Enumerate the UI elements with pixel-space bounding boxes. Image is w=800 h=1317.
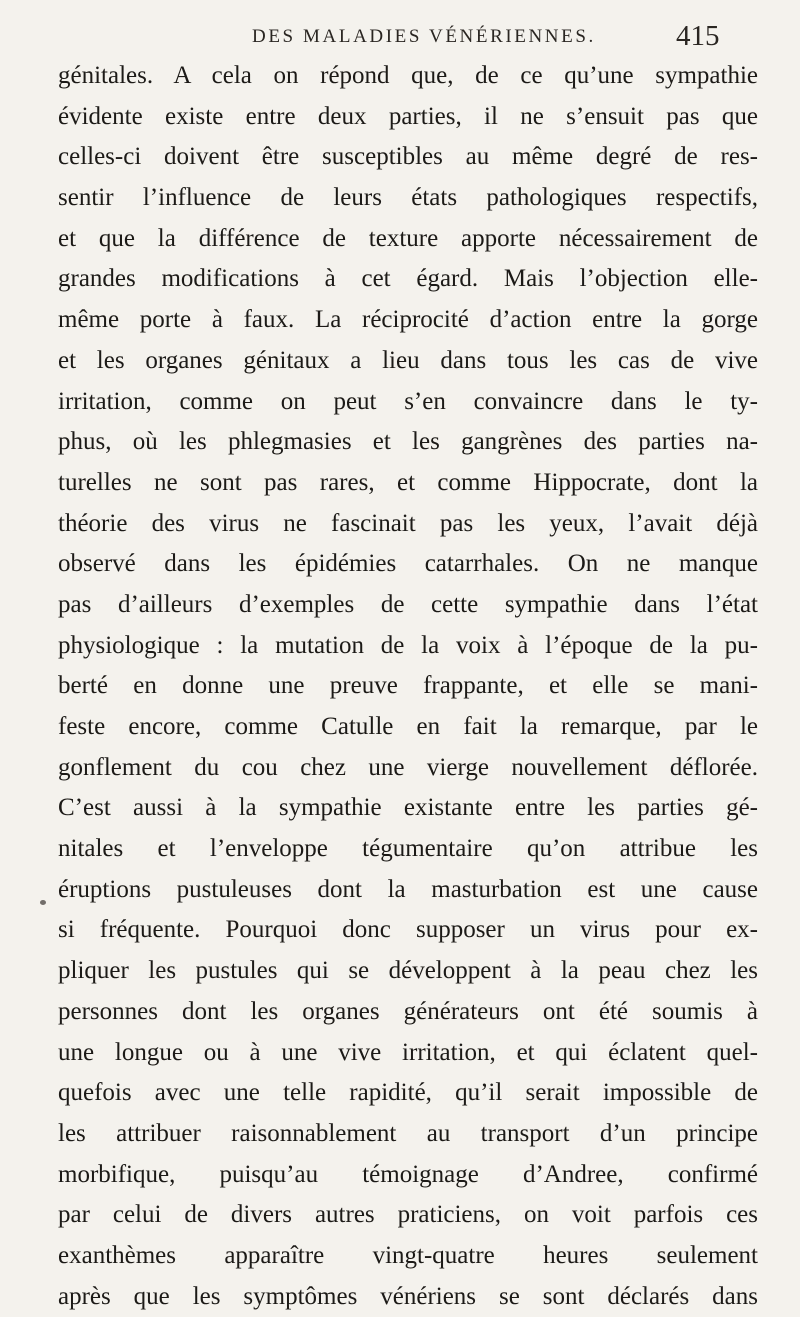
text-line: évidente existe entre deux parties, il ne s’ensuit pas que bbox=[58, 102, 758, 130]
text-line: quefois avec une telle rapidité, qu’il serait impossible de bbox=[58, 1079, 758, 1107]
page-number: 415 bbox=[676, 20, 720, 52]
text-line: pliquer les pustules qui se développent à la peau chez les bbox=[58, 957, 758, 985]
text-line: personnes dont les organes générateurs ont été soumis à bbox=[58, 997, 758, 1025]
paper-speck bbox=[40, 900, 46, 905]
text-line: par celui de divers autres praticiens, on voit parfois ces bbox=[58, 1201, 758, 1229]
text-line: grandes modifications à cet égard. Mais l’objection elle- bbox=[58, 265, 758, 293]
text-line: turelles ne sont pas rares, et comme Hippocrate, dont la bbox=[58, 468, 758, 496]
text-line: pas d’ailleurs d’exemples de cette sympathie dans l’état bbox=[58, 590, 758, 618]
text-line: observé dans les épidémies catarrhales. On ne manque bbox=[58, 550, 758, 578]
text-line: feste encore, comme Catulle en fait la remarque, par le bbox=[58, 713, 758, 740]
running-head bbox=[0, 20, 800, 60]
text-line: morbifique, puisqu’au témoignage d’Andree, confirmé bbox=[58, 1160, 758, 1188]
text-line: et que la différence de texture apporte nécessairement de bbox=[58, 224, 758, 252]
text-line: celles-ci doivent être susceptibles au même degré de res- bbox=[58, 143, 758, 171]
text-line: théorie des virus ne fascinait pas les yeux, l’avait déjà bbox=[58, 509, 758, 537]
text-line: et les organes génitaux a lieu dans tous les cas de vive bbox=[58, 346, 758, 374]
text-line: éruptions pustuleuses dont la masturbation est une cause bbox=[58, 875, 758, 903]
text-line: irritation, comme on peut s’en convaincre dans le ty- bbox=[58, 387, 758, 415]
text-line: même porte à faux. La réciprocité d’action entre la gorge bbox=[58, 306, 758, 334]
text-line: après que les symptômes vénériens se sont déclarés dans bbox=[58, 1282, 758, 1310]
text-line: C’est aussi à la sympathie existante entre les parties gé- bbox=[58, 794, 758, 822]
text-line: si fréquente. Pourquoi donc supposer un virus pour ex- bbox=[58, 916, 758, 944]
text-line: nitales et l’enveloppe tégumentaire qu’on attribue les bbox=[58, 835, 758, 863]
text-line: physiologique : la mutation de la voix à l’époque de la pu- bbox=[58, 631, 758, 659]
text-line: les attribuer raisonnablement au transport d’un principe bbox=[58, 1119, 758, 1147]
text-line: une longue ou à une vive irritation, et qui éclatent quel- bbox=[58, 1038, 758, 1066]
body-text bbox=[58, 56, 758, 1317]
text-line: exanthèmes apparaître vingt-quatre heures seulement bbox=[58, 1241, 758, 1269]
running-title: DES MALADIES VÉNÉRIENNES. bbox=[252, 26, 596, 47]
text-line: phus, où les phlegmasies et les gangrènes des parties na- bbox=[58, 428, 758, 456]
text-line: génitales. A cela on répond que, de ce qu’une sympathie bbox=[58, 62, 758, 89]
text-line: sentir l’influence de leurs états pathologiques respectifs, bbox=[58, 184, 758, 212]
text-line: berté en donne une preuve frappante, et elle se mani- bbox=[58, 672, 758, 700]
text-line: gonflement du cou chez une vierge nouvellement déflorée. bbox=[58, 753, 758, 781]
